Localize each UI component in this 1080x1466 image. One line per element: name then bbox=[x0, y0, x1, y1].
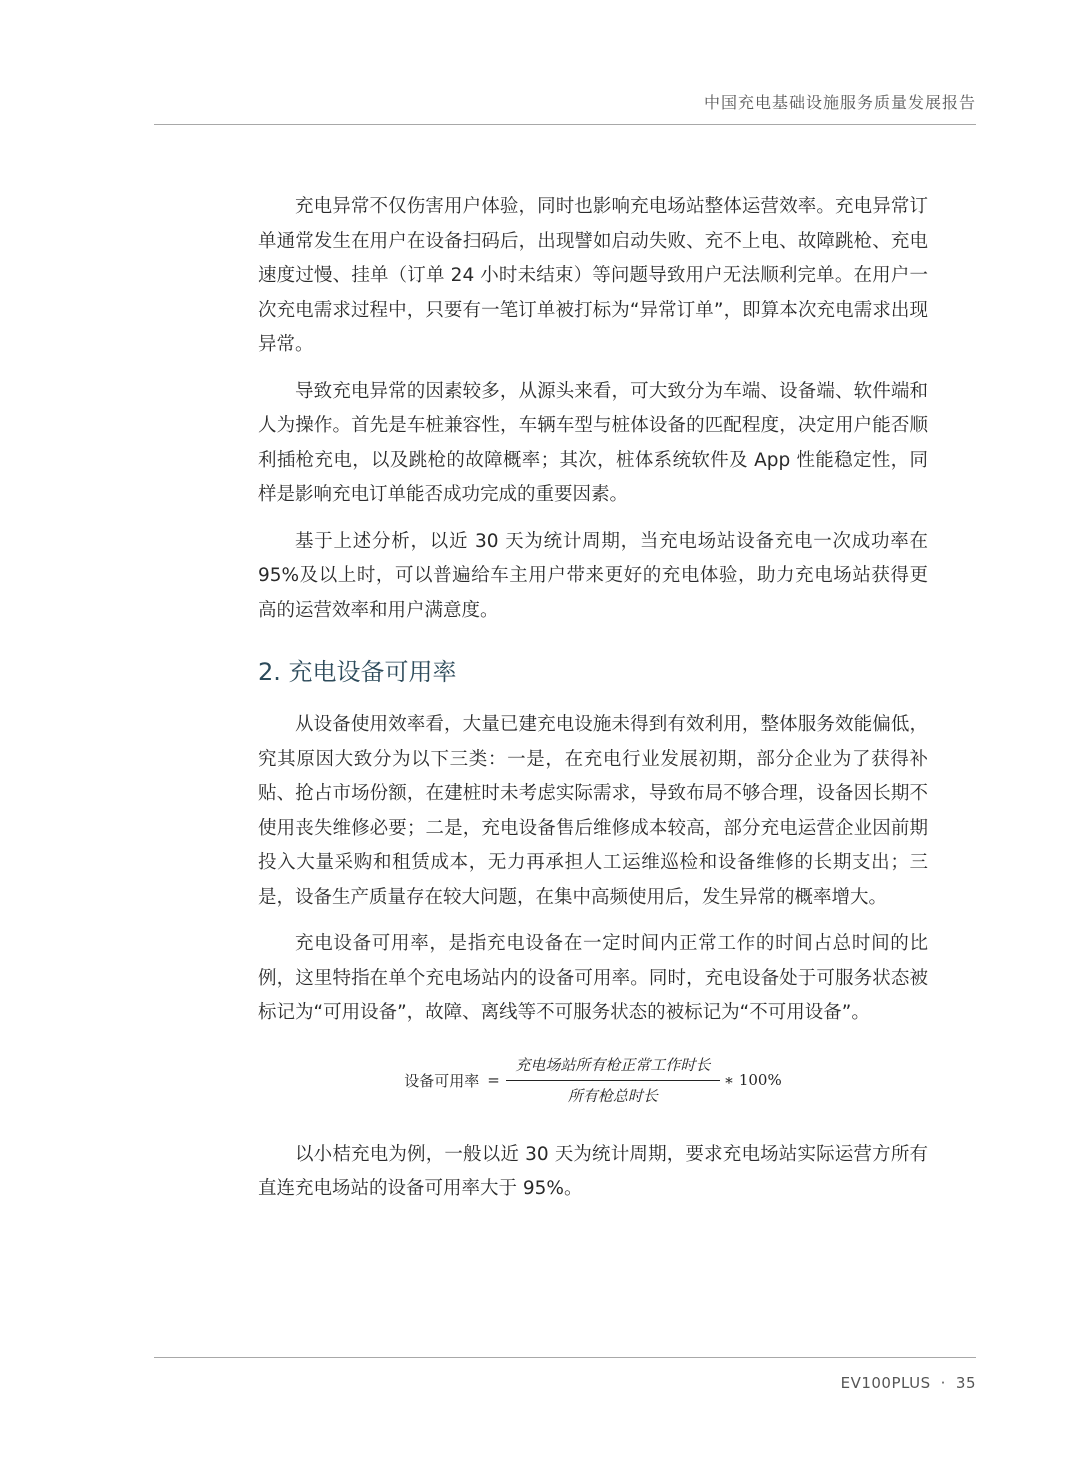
formula-multiplier: ∗ 100% bbox=[723, 1071, 782, 1089]
body-paragraph: 充电异常不仅伤害用户体验，同时也影响充电场站整体运营效率。充电异常订单通常发生在用户在设备扫码后，出现譬如启动失败、充不上电、故障跳枪、充电速度过慢、挂单（订单 24 小时未结束）等问题导致用户无法顺利完单。在用户一次充电需求过程中，只要有一笔订单被打标为“异常订单”，即算本次充电需求出现异常。 bbox=[258, 196, 928, 355]
footer-brand: EV100PLUS bbox=[840, 1374, 931, 1392]
header-divider bbox=[154, 124, 976, 125]
footer-divider bbox=[154, 1357, 976, 1358]
footer-separator: · bbox=[940, 1374, 946, 1392]
page-number: 35 bbox=[955, 1374, 976, 1392]
body-paragraph: 以小桔充电为例，一般以近 30 天为统计周期，要求充电场站实际运营方所有直连充电场站的设备可用率大于 95%。 bbox=[258, 1143, 928, 1199]
formula-denominator: 所有枪总时长 bbox=[567, 1086, 658, 1105]
body-paragraph: 导致充电异常的因素较多，从源头来看，可大致分为车端、设备端、软件端和人为操作。首先是车桩兼容性，车辆车型与桩体设备的匹配程度，决定用户能否顺利插枪充电，以及跳枪的故障概率；其次，桩体系统软件及 App 性能稳定性，同样是影响充电订单能否成功完成的重要因素。 bbox=[258, 380, 928, 505]
body-paragraph: 基于上述分析，以近 30 天为统计周期，当充电场站设备充电一次成功率在95%及以上时，可以普遍给车主用户带来更好的充电体验，助力充电场站获得更高的运营效率和用户满意度。 bbox=[258, 530, 928, 621]
section-heading: 2. 充电设备可用率 bbox=[258, 658, 457, 686]
formula-equals: = bbox=[487, 1071, 500, 1089]
running-header-title: 中国充电基础设施服务质量发展报告 bbox=[703, 93, 976, 112]
fraction-bar bbox=[506, 1080, 720, 1081]
page-footer bbox=[841, 1374, 976, 1392]
formula-fraction bbox=[506, 1053, 720, 1108]
page-body bbox=[258, 190, 928, 1219]
availability-formula bbox=[258, 1053, 928, 1108]
body-paragraph: 充电设备可用率，是指充电设备在一定时间内正常工作的时间占总时间的比例，这里特指在单个充电场站内的设备可用率。同时，充电设备处于可服务状态被标记为“可用设备”，故障、离线等不可服务状态的被标记为“不可用设备”。 bbox=[258, 933, 928, 1023]
formula-numerator: 充电场站所有枪正常工作时长 bbox=[515, 1055, 711, 1074]
formula-lhs: 设备可用率 bbox=[404, 1071, 480, 1090]
body-paragraph: 从设备使用效率看，大量已建充电设施未得到有效利用，整体服务效能偏低，究其原因大致分为以下三类：一是，在充电行业发展初期，部分企业为了获得补贴、抢占市场份额，在建桩时未考虑实际需求，导致布局不够合理，设备因长期不使用丧失维修必要；二是，充电设备售后维修成本较高，部分充电运营企业因前期投入大量采购和租赁成本，无力再承担人工运维巡检和设备维修的长期支出；三是，设备生产质量存在较大问题，在集中高频使用后，发生异常的概率增大。 bbox=[258, 714, 928, 908]
